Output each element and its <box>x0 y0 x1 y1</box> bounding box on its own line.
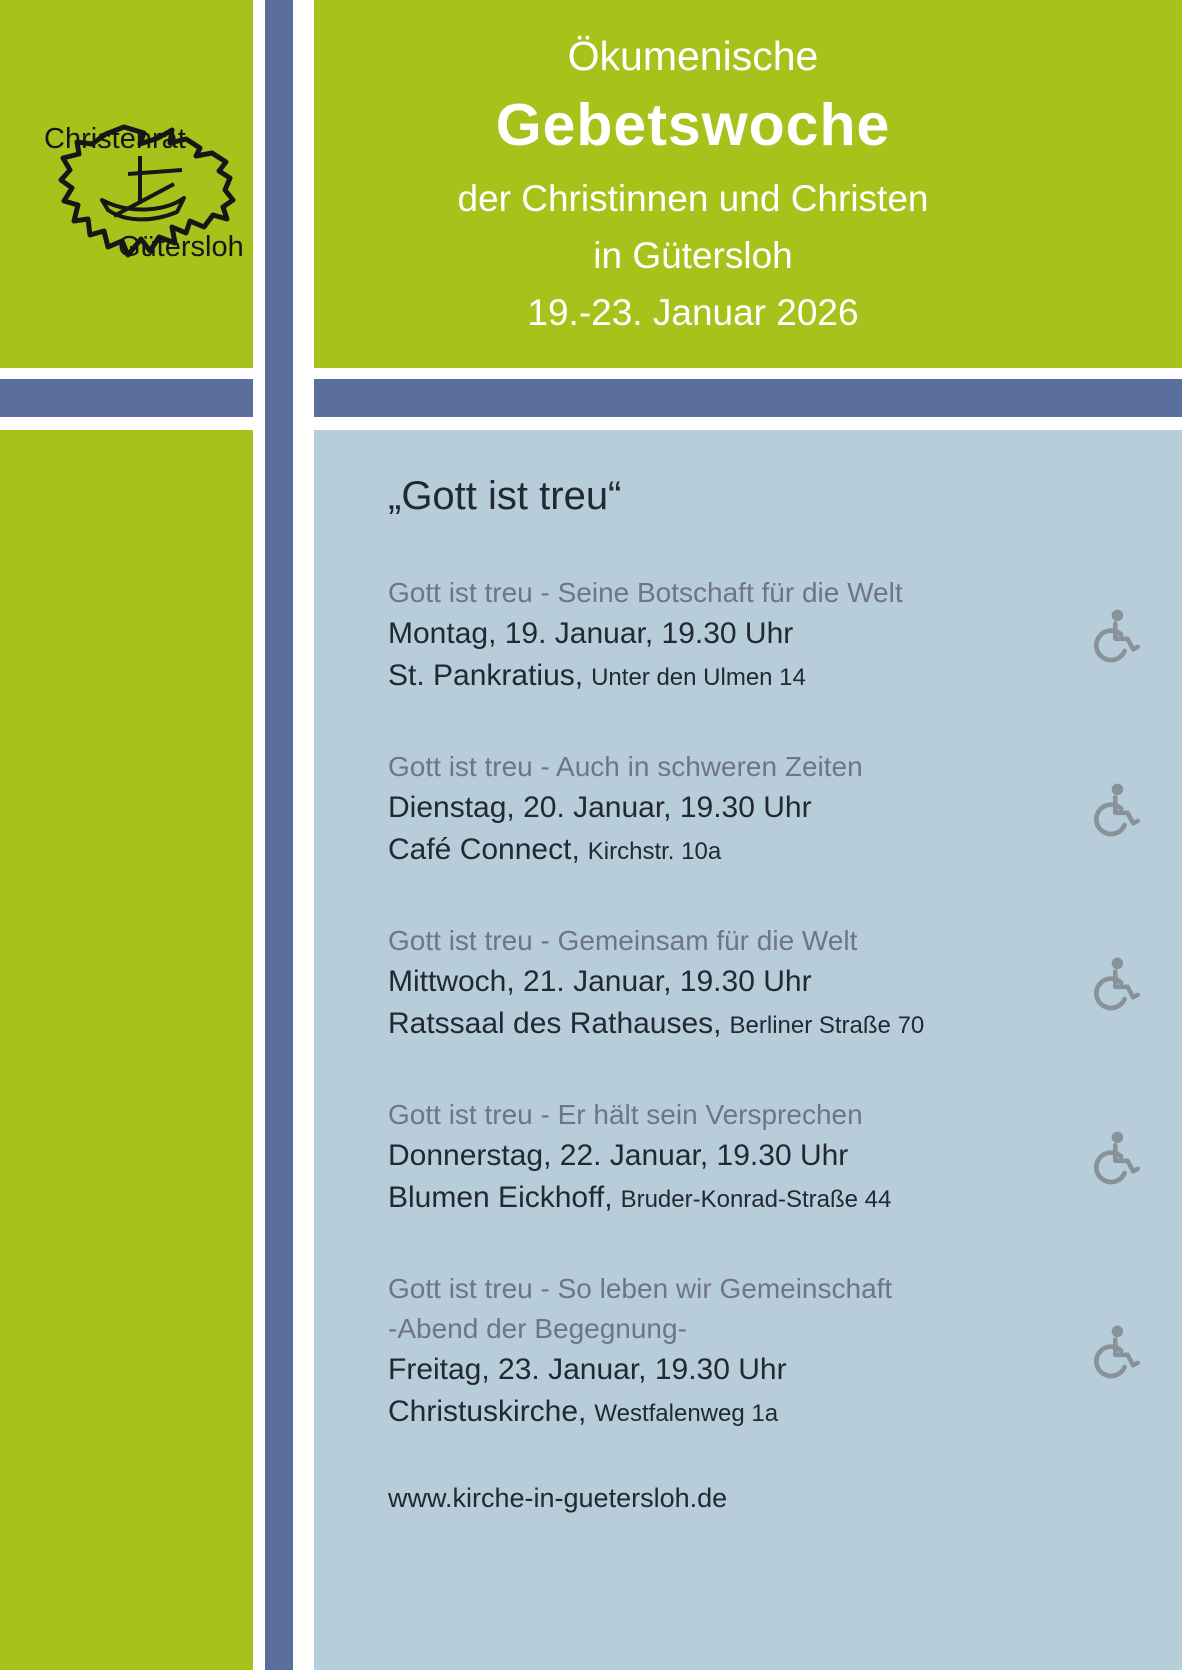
event-datetime: Freitag, 23. Januar, 19.30 Uhr <box>388 1353 787 1386</box>
logo-text-guetersloh: Gütersloh <box>118 231 244 263</box>
event-address: Unter den Ulmen 14 <box>591 664 806 691</box>
header <box>314 0 1182 368</box>
event-theme: Gott ist treu - So leben wir Gemeinschaft <box>388 1273 893 1304</box>
wheelchair-icon <box>1088 604 1144 668</box>
event-venue: Café Connect, <box>388 833 580 866</box>
website-url: www.kirche-in-guetersloh.de <box>388 1483 728 1513</box>
event-datetime: Dienstag, 20. Januar, 19.30 Uhr <box>388 791 812 824</box>
wheelchair-icon <box>1088 778 1144 842</box>
event-datetime: Mittwoch, 21. Januar, 19.30 Uhr <box>388 965 812 998</box>
event-venue: St. Pankratius, <box>388 659 584 692</box>
event-item <box>388 573 1144 699</box>
christenrat-guetersloh-logo <box>36 98 244 266</box>
event-theme: Gott ist treu - Auch in schweren Zeiten <box>388 751 863 782</box>
main-content <box>314 430 1182 1514</box>
event-theme: Gott ist treu - Seine Botschaft für die Welt <box>388 577 903 608</box>
event-address: Bruder-Konrad-Straße 44 <box>620 1186 892 1213</box>
event-venue-line <box>388 1177 1074 1221</box>
wheelchair-icon <box>1088 1126 1144 1190</box>
header-subtitle-1: der Christinnen und Christen <box>457 177 929 219</box>
event-datetime: Montag, 19. Januar, 19.30 Uhr <box>388 617 794 650</box>
event-address: Westfalenweg 1a <box>594 1400 779 1427</box>
event-address: Kirchstr. 10a <box>587 838 722 865</box>
event-venue-line <box>388 1391 1074 1435</box>
logo-text-christenrat: Christenrat <box>44 123 186 155</box>
event-venue-line <box>388 655 1074 699</box>
wheelchair-icon <box>1088 1320 1144 1384</box>
header-kicker: Ökumenische <box>567 33 819 79</box>
event-item <box>388 921 1144 1047</box>
event-address: Berliner Straße 70 <box>729 1012 925 1039</box>
motto-heading: „Gott ist treu“ <box>388 474 622 518</box>
event-item <box>388 747 1144 873</box>
event-extra-line: -Abend der Begegnung- <box>388 1313 687 1344</box>
page-title: Gebetswoche <box>495 92 891 159</box>
event-list <box>388 573 1144 1435</box>
event-venue: Blumen Eickhoff, <box>388 1181 613 1214</box>
header-subtitle-2: in Gütersloh <box>593 234 793 276</box>
event-theme: Gott ist treu - Gemeinsam für die Welt <box>388 925 858 956</box>
event-theme: Gott ist treu - Er hält sein Versprechen <box>388 1099 863 1130</box>
event-item <box>388 1095 1144 1221</box>
event-venue: Ratssaal des Rathauses, <box>388 1007 722 1040</box>
event-venue-line <box>388 829 1074 873</box>
wheelchair-icon <box>1088 952 1144 1016</box>
horizontal-blue-bar <box>0 379 1182 417</box>
header-date-range: 19.-23. Januar 2026 <box>527 291 859 333</box>
event-item <box>388 1269 1144 1435</box>
vertical-blue-bar <box>265 0 293 1670</box>
event-datetime: Donnerstag, 22. Januar, 19.30 Uhr <box>388 1139 849 1172</box>
event-venue: Christuskirche, <box>388 1395 587 1428</box>
event-venue-line <box>388 1003 1074 1047</box>
logo-map-boat-icon <box>36 98 244 266</box>
